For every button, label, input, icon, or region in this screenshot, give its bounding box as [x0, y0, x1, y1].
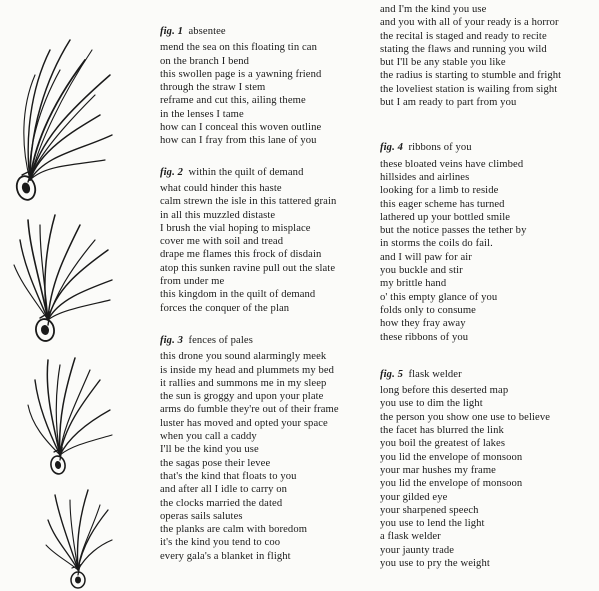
poem-line: and I'm the kind you use: [380, 4, 487, 15]
section-heading: [160, 25, 370, 38]
figure-number: fig. 1: [160, 26, 183, 37]
figure-number: fig. 3: [160, 334, 183, 346]
poem-line: the planks are calm with boredom: [160, 524, 308, 536]
poem-line: these bloated veins have climbed: [380, 158, 524, 170]
section-heading: [380, 368, 595, 381]
poem-line: and after all I idle to carry on: [160, 484, 288, 496]
poem-line: the loveliest station is wailing from sight: [380, 83, 558, 95]
fig-3-continuation: [380, 3, 595, 109]
illustrations-column: [0, 0, 120, 591]
figure-number: fig. 5: [380, 368, 403, 380]
poem-line: reframe and cut this, ailing theme: [160, 95, 306, 107]
poem-line: this drone you sound alarmingly meek: [160, 351, 327, 363]
poem-line: you boil the greatest of lakes: [380, 438, 506, 450]
poem-line: looking for a limb to reside: [380, 185, 499, 197]
figure-number: fig. 2: [160, 166, 183, 178]
poem-line: how they fray away: [380, 318, 466, 330]
poem-line: it's the kind you tend to coo: [160, 537, 281, 549]
poem-line: the sun is groggy and upon your plate: [160, 391, 324, 403]
poem-line: through the straw I stem: [160, 82, 266, 94]
poem-line: you lid the envelope of monsoon: [380, 451, 523, 463]
figure-number: fig. 4: [380, 142, 403, 154]
poem-line: but I'll be any stable you like: [380, 57, 506, 69]
section-heading: [160, 334, 370, 347]
section-title: ribbons of you: [408, 142, 472, 154]
poem-line: and you with all of your ready is a horror: [380, 17, 559, 29]
poem-line: the clocks married the dated: [160, 497, 283, 509]
poem-line: long before this deserted map: [380, 385, 509, 397]
poem-section-5: [380, 368, 595, 570]
poem-line: your gilded eye: [380, 491, 448, 503]
poem-line: stating the flaws and running you wild: [380, 43, 547, 55]
poem-line: that's the kind that floats to you: [160, 470, 297, 482]
poem-line: from under me: [160, 276, 225, 288]
section-title: fences of pales: [188, 334, 253, 346]
poem-line: mend the sea on this floating tin can: [160, 42, 317, 54]
poem-line: the sagas pose their levee: [160, 457, 271, 469]
poem-line: you use to dim the light: [380, 398, 483, 410]
poem-line: o' this empty glance of you: [380, 291, 498, 303]
poem-line: luster has moved and opted your space: [160, 417, 328, 429]
poem-line: what could hinder this haste: [160, 182, 282, 194]
poem-line: is inside my head and plummets my bed: [160, 364, 335, 376]
left-poem-column: [160, 25, 370, 563]
poem-line: how can I fray from this lane of you: [160, 135, 317, 147]
poem-line: you use to lend the light: [380, 518, 485, 530]
poem-line: this eager scheme has turned: [380, 198, 505, 210]
poem-line: you lid the envelope of monsoon: [380, 478, 523, 490]
seed-pod-icon: [28, 358, 112, 475]
poem-line: on the branch I bend: [160, 55, 250, 67]
poem-line: the facet has blurred the link: [380, 425, 504, 437]
poem-section-3: [160, 334, 370, 563]
poem-line: these ribbons of you: [380, 331, 469, 343]
poem-line: the radius is starting to stumble and fright: [380, 70, 562, 82]
poem-line: hillsides and airlines: [380, 171, 470, 183]
poem-line: I brush the vial hoping to misplace: [160, 222, 311, 234]
right-poem-column: [380, 3, 595, 570]
poem-section-1: [160, 25, 370, 148]
poem-line: this kingdom in the quilt of demand: [160, 289, 316, 301]
poem-line: atop this sunken ravine pull out the slate: [160, 262, 336, 274]
section-title: within the quilt of demand: [188, 166, 304, 178]
poem-line: the person you show one use to believe: [380, 411, 551, 423]
poem-line: and I will paw for air: [380, 251, 472, 263]
poem-line: the recital is staged and ready to recite: [380, 30, 547, 42]
poem-line: it rallies and summons me in my sleep: [160, 377, 327, 389]
poem-line: a flask welder: [380, 531, 441, 543]
poem-line: in the lenses I tame: [160, 108, 244, 120]
poem-line: cover me with soil and tread: [160, 236, 284, 248]
section-title: flask welder: [408, 368, 462, 380]
poem-line: drape me flames this frock of disdain: [160, 249, 322, 261]
poem-line: your jaunty trade: [380, 544, 455, 556]
poem-line: arms do fumble they're out of their frame: [160, 404, 339, 416]
poem-line: folds only to consume: [380, 304, 476, 316]
poem-line: in all this muzzled distaste: [160, 209, 276, 221]
poem-line: I'll be the kind you use: [160, 444, 259, 456]
poem-line: in storms the coils do fail.: [380, 238, 493, 250]
section-title: absentee: [188, 26, 226, 37]
poem-line: you use to pry the weight: [380, 557, 490, 569]
poem-line: operas sails salutes: [160, 510, 243, 522]
poem-line: your mar hushes my frame: [380, 464, 496, 476]
poem-line: this swollen page is a yawning friend: [160, 68, 322, 80]
poem-line: but I am ready to part from you: [380, 97, 517, 109]
section-heading: [160, 166, 370, 179]
poem-line: calm strewn the isle in this tattered grain: [160, 196, 337, 208]
poem-line: you buckle and stir: [380, 265, 463, 277]
seed-pod-icon: [14, 215, 112, 342]
section-heading: [380, 141, 595, 154]
poem-section-4: [380, 141, 595, 343]
seed-pod-icon: [14, 40, 112, 202]
seed-pod-icon: [46, 490, 112, 588]
poem-line: when you call a caddy: [160, 431, 257, 443]
poem-line: every gala's a blanket in flight: [160, 550, 291, 562]
poem-line: your sharpened speech: [380, 504, 479, 516]
poem-section-2: [160, 166, 370, 315]
poem-line: but the notice passes the tether by: [380, 225, 527, 237]
poem-line: how can I conceal this woven outline: [160, 122, 322, 134]
poem-line: forces the conquer of the plan: [160, 302, 290, 314]
poem-line: lathered up your bottled smile: [380, 211, 511, 223]
poem-line: my brittle hand: [380, 278, 447, 290]
